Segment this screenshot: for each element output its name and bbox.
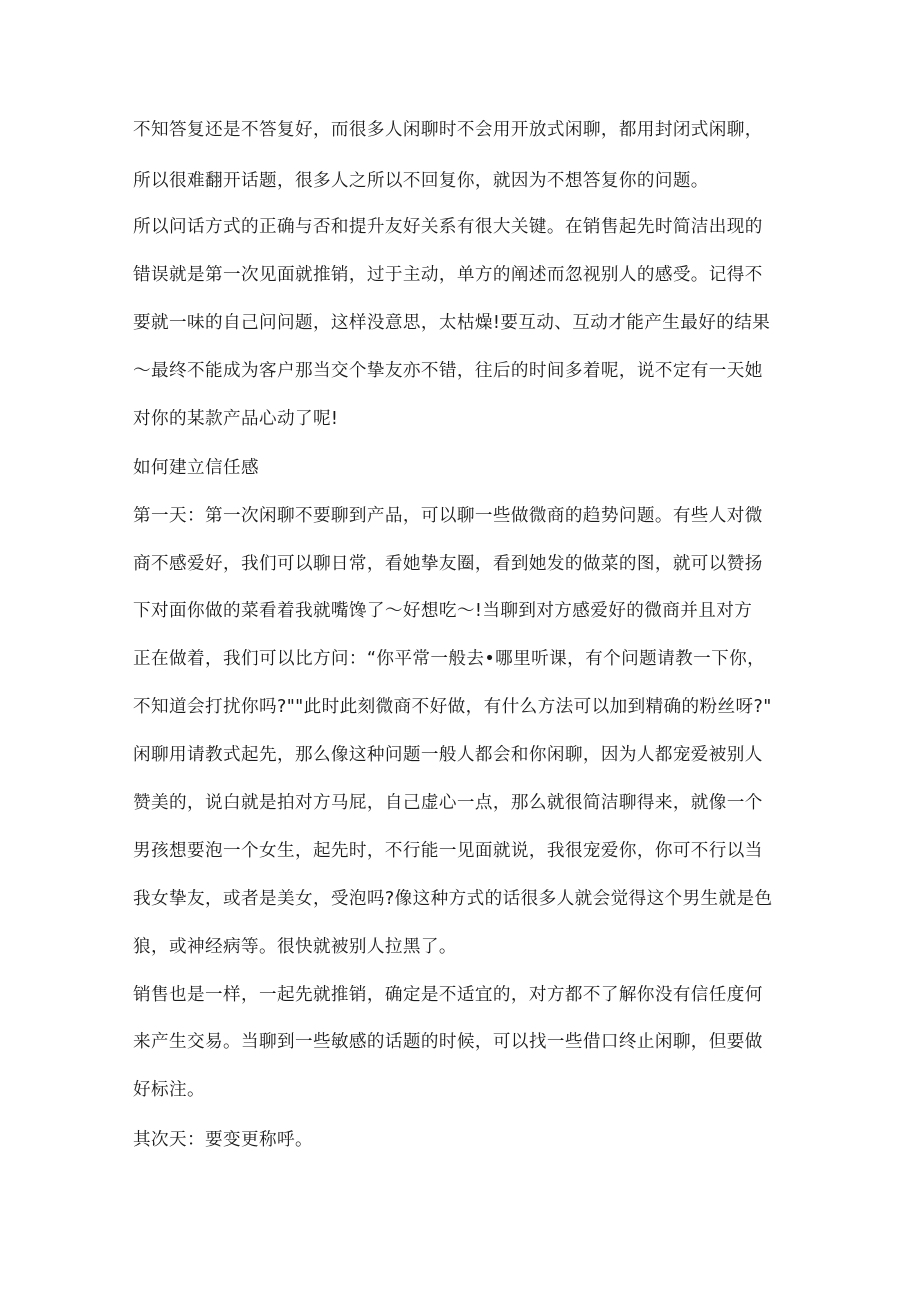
text-line: 所以问话方式的正确与否和提升友好关系有很大关键。在销售起先时简洁出现的 xyxy=(133,217,763,237)
text-line: 所以很难翻开话题，很多人之所以不回复你，就因为不想答复你的问题。 xyxy=(133,171,709,191)
text-line: 正在做着，我们可以比方问：“你平常一般去•哪里听课，有个问题请教一下你， xyxy=(133,649,766,669)
text-line: 我女挚友，或者是美女，受泡吗?像这种方式的话很多人就会觉得这个男生就是色 xyxy=(133,889,773,909)
text-line: 商不感爱好，我们可以聊日常，看她挚友圈，看到她发的做菜的图，就可以赞扬 xyxy=(133,554,763,574)
text-line: 闲聊用请教式起先，那么像这种问题一般人都会和你闲聊，因为人都宠爱被别人 xyxy=(133,745,763,765)
text-line: 赞美的，说白就是拍对方马屁，自己虚心一点，那么就很简洁聊得来，就像一个 xyxy=(133,793,763,813)
text-line: 好标注。 xyxy=(133,1080,205,1100)
text-line: 错误就是第一次见面就推销，过于主动，单方的阐述而忽视别人的感受。记得不 xyxy=(133,265,763,285)
text-line: 不知道会打扰你吗?""此时此刻微商不好做，有什么方法可以加到精确的粉丝呀?" xyxy=(133,697,772,717)
text-line: 要就一味的自己问问题，这样没意思，太枯燥!要互动、互动才能产生最好的结果 xyxy=(133,313,771,333)
text-line: 对你的某款产品心动了呢! xyxy=(133,409,339,429)
text-line: 来产生交易。当聊到一些敏感的话题的时候，可以找一些借口终止闲聊，但要做 xyxy=(133,1032,763,1052)
text-line: 男孩想要泡一个女生，起先时，不行能一见面就说，我很宠爱你，你可不行以当 xyxy=(133,841,763,861)
section-heading: 如何建立信任感 xyxy=(133,458,259,478)
text-line: 第一天：第一次闲聊不要聊到产品，可以聊一些做微商的趋势问题。有些人对微 xyxy=(133,506,763,526)
text-line: 下对面你做的菜看着我就嘴馋了～好想吃～!当聊到对方感爱好的微商并且对方 xyxy=(133,601,753,621)
text-line: 不知答复还是不答复好，而很多人闲聊时不会用开放式闲聊，都用封闭式闲聊， xyxy=(133,120,763,140)
text-line: 其次天：要变更称呼。 xyxy=(133,1130,313,1150)
text-line: 狼，或神经病等。很快就被别人拉黑了。 xyxy=(133,937,457,957)
text-line: 销售也是一样，一起先就推销，确定是不适宜的，对方都不了解你没有信任度何 xyxy=(133,985,763,1005)
text-line: ～最终不能成为客户那当交个挚友亦不错，往后的时间多着呢，说不定有一天她 xyxy=(133,361,763,381)
